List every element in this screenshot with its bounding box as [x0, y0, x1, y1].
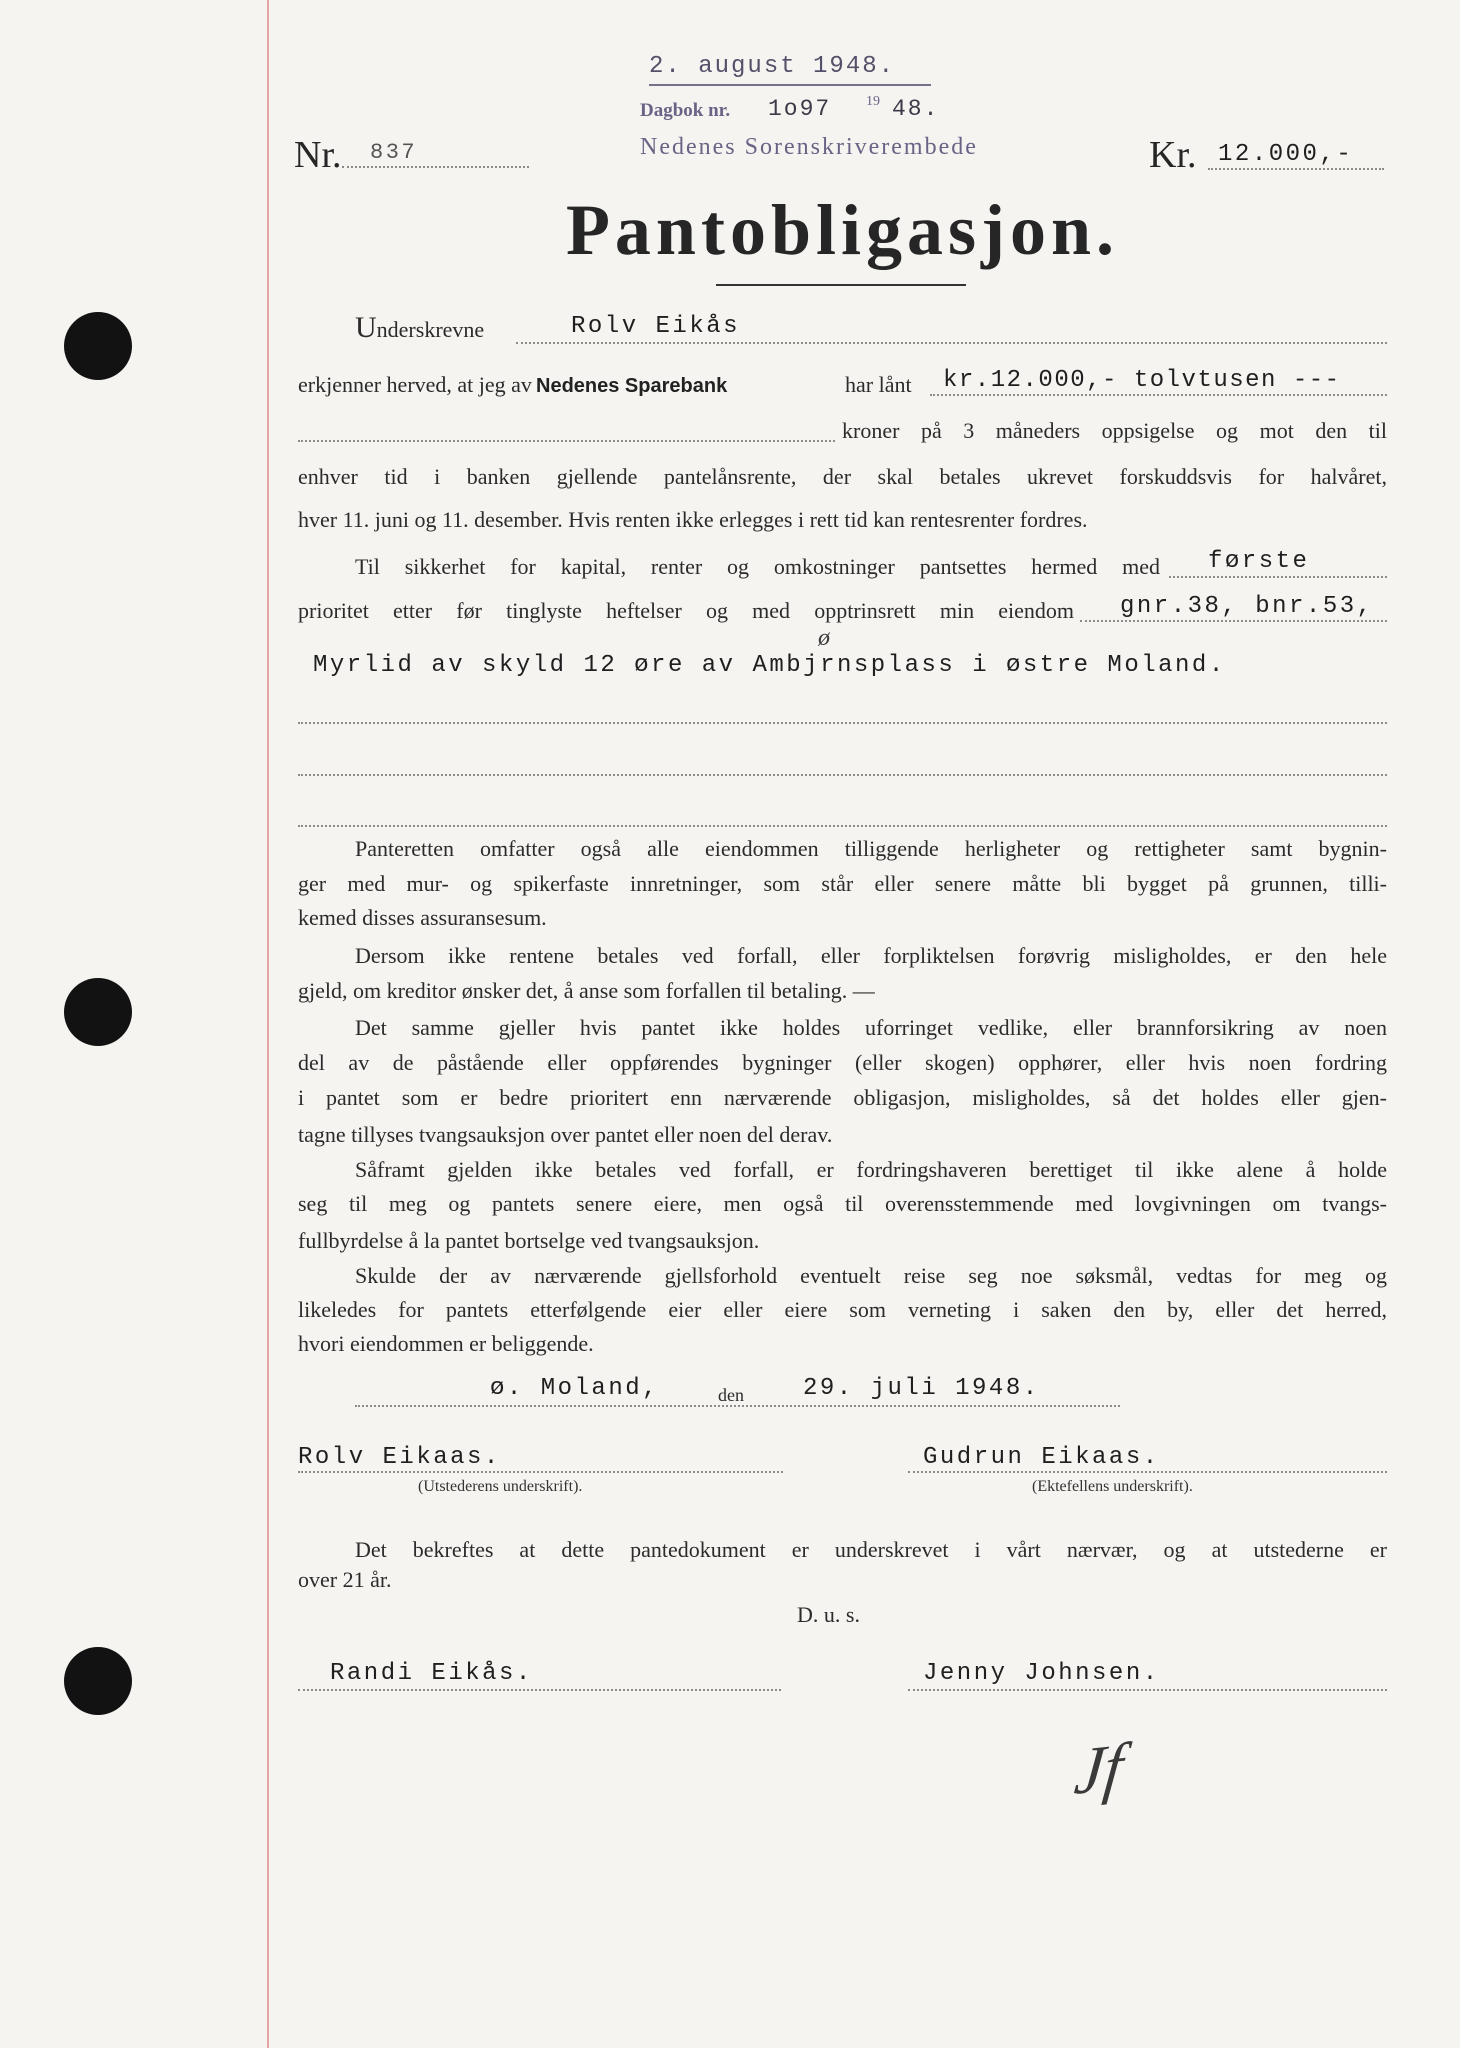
attestation-line-1: Det bekreftes at dette pantedokument er underskrevet i vårt nærvær, og at utstederne er	[355, 1537, 1387, 1562]
blank-dotted-line	[298, 774, 1387, 776]
loan-amount: kr.12.000,- tolvtusen ---	[943, 367, 1341, 394]
debtor-name: Rolv Eikås	[571, 313, 741, 340]
amount-label: Kr.	[1149, 134, 1197, 176]
issuer-signature-line	[298, 1471, 783, 1473]
undersigned-label-initial: U	[355, 311, 377, 344]
priority-dotted-line	[1169, 576, 1387, 578]
terms-line: i pantet som er bedre prioritert enn nærværende obligasjon, misligholdes, så det holdes eller gjen-	[298, 1085, 1387, 1110]
terms-line: Såframt gjelden ikke betales ved forfall, er fordringshaveren berettiget til ikke alene å holde	[355, 1157, 1387, 1182]
execution-date-prefix: den	[718, 1385, 744, 1405]
witness-1-signature: Randi Eikås.	[330, 1660, 533, 1687]
stamp-journal-number: 1o97	[768, 96, 832, 122]
attestation-closing: D. u. s.	[797, 1602, 860, 1627]
terms-line: Skulde der av nærværende gjellsforhold eventuelt reise seg noe søksmål, vedtas for meg og	[355, 1263, 1387, 1288]
loan-amount-dotted-line	[930, 394, 1387, 396]
spouse-caption: (Ektefellens underskrift).	[1032, 1478, 1193, 1495]
notice-text: kroner på 3 måneders oppsigelse og mot den til	[842, 418, 1387, 443]
spouse-signature-line	[908, 1471, 1387, 1473]
terms-line: tagne tillyses tvangsauksjon over pantet eller noen del derav.	[298, 1122, 833, 1147]
title-underline	[716, 284, 966, 286]
creditor-name: Nedenes Sparebank	[536, 375, 728, 397]
debtor-dotted-line	[516, 342, 1387, 344]
number-value: 837	[370, 140, 418, 165]
priority-value: første	[1208, 548, 1310, 575]
undersigned-label-rest: nderskrevne	[376, 317, 485, 342]
execution-place: ø. Moland,	[490, 1375, 660, 1402]
interest-line-2: hver 11. juni og 11. desember. Hvis renten ikke erlegges i rett tid kan rentesrenter fordres.	[298, 507, 1088, 532]
terms-line: likeledes for pantets etterfølgende eier eller eiere som verneting i saken den by, eller det herred,	[298, 1297, 1387, 1322]
number-dotted-line	[342, 166, 529, 168]
terms-line: Dersom ikke rentene betales ved forfall, eller forpliktelsen forøvrig misligholdes, er den hele	[355, 943, 1387, 968]
stamp-office: Nedenes Sorenskriverembede	[640, 134, 978, 160]
terms-line: hvori eiendommen er beliggende.	[298, 1331, 594, 1356]
punch-hole-top	[64, 312, 132, 380]
place-date-dotted-line	[355, 1405, 1120, 1407]
punch-hole-middle	[64, 978, 132, 1046]
handwritten-insert: ø	[818, 625, 830, 651]
number-label: Nr.	[294, 134, 342, 176]
handwritten-initials: Jf	[1071, 1729, 1127, 1810]
amount-value: 12.000,-	[1218, 141, 1354, 168]
undersigned-label	[355, 313, 484, 345]
stamp-date: 2. august 1948.	[649, 53, 896, 80]
terms-line: kemed disses assuransesum.	[298, 905, 547, 930]
issuer-signature: Rolv Eikaas.	[298, 1444, 501, 1471]
witness-2-line	[908, 1689, 1387, 1691]
punch-hole-bottom	[64, 1647, 132, 1715]
spouse-signature: Gudrun Eikaas.	[923, 1444, 1160, 1471]
document-title: Pantobligasjon.	[565, 190, 1120, 270]
stamp-journal-label: Dagbok nr.	[640, 100, 731, 121]
property-reference-dotted-line	[1080, 620, 1387, 622]
borrowed-label: har lånt	[845, 372, 912, 397]
property-description: Myrlid av skyld 12 øre av Ambjrnsplass i østre Moland.	[313, 652, 1226, 679]
terms-line: Panteretten omfatter også alle eiendommen tilliggende herligheter og rettigheter samt bygnin-	[355, 836, 1387, 861]
execution-date: 29. juli 1948.	[803, 1375, 1040, 1402]
blank-dotted-line	[298, 825, 1387, 827]
blank-dotted-line	[298, 440, 835, 442]
amount-dotted-line	[1208, 168, 1384, 170]
stamp-date-underline	[649, 84, 931, 86]
security-text: Til sikkerhet for kapital, renter og omkostninger pantsettes hermed med	[355, 554, 1160, 579]
terms-line: fullbyrdelse å la pantet bortselge ved tvangsauksjon.	[298, 1228, 760, 1253]
terms-line: del av de påstående eller oppførendes bygninger (eller skogen) opphører, eller hvis noen fordring	[298, 1050, 1387, 1075]
attestation-line-2: over 21 år.	[298, 1567, 392, 1592]
terms-line: seg til meg og pantets senere eiere, men også til overensstemmende med lovgivningen om tvangs-	[298, 1191, 1387, 1216]
terms-line: Det samme gjeller hvis pantet ikke holdes uforringet vedlike, eller brannforsikring av noen	[355, 1015, 1387, 1040]
interest-line-1: enhver tid i banken gjellende pantelånsrente, der skal betales ukrevet forskuddsvis for halvåret,	[298, 464, 1387, 489]
priority-text: prioritet etter før tinglyste heftelser og med opptrinsrett min eiendom	[298, 598, 1074, 623]
property-reference: gnr.38, bnr.53,	[1120, 593, 1374, 620]
stamp-journal-year: 48.	[892, 96, 940, 122]
acknowledge-text: erkjenner herved, at jeg av	[298, 372, 532, 397]
terms-line: gjeld, om kreditor ønsker det, å anse som forfallen til betaling. —	[298, 978, 875, 1003]
terms-line: ger med mur- og spikerfaste innretninger, som står eller senere måtte bli bygget på grunnen, tilli-	[298, 871, 1387, 896]
witness-2-signature: Jenny Johnsen.	[923, 1660, 1160, 1687]
blank-dotted-line	[298, 722, 1387, 724]
stamp-journal-year-prefix: 19	[866, 94, 880, 109]
issuer-caption: (Utstederens underskrift).	[418, 1478, 583, 1495]
witness-1-line	[298, 1689, 781, 1691]
red-margin-line	[267, 0, 269, 2048]
